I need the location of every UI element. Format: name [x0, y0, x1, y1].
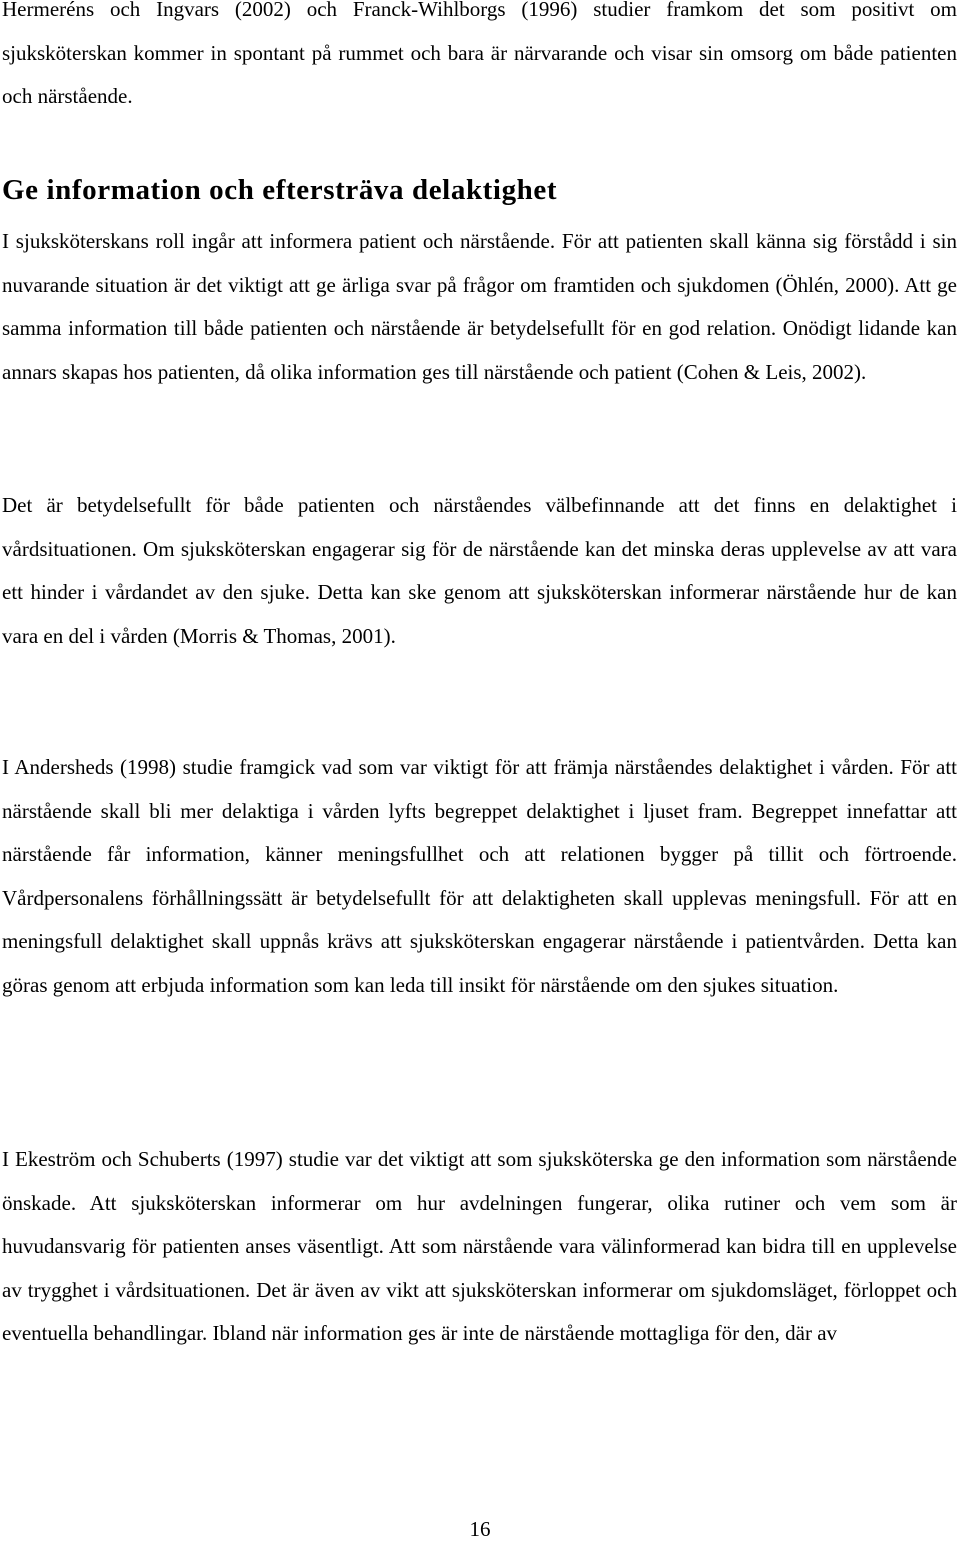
- section-heading: Ge information och eftersträva delaktighet: [2, 174, 558, 206]
- paragraph-2: I sjuksköterskans roll ingår att informera patient och närstående. För att patienten skall känna sig förstådd i sin nuvarande situation är det viktigt att ge ärliga svar på frågor om framtiden och sjukdomen (Öhlén, 2000). Att ge samma information till både patienten och närstående är betydelsefullt för en god relation. Onödigt lidande kan annars skapas hos patienten, då olika information ges till närstående och patient (Cohen & Leis, 2002).: [2, 229, 957, 384]
- page-number: 16: [469, 1517, 491, 1541]
- paragraph-4: I Andersheds (1998) studie framgick vad som var viktigt för att främja närståendes delaktighet i vården. För att närstående skall bli mer delaktiga i vården lyfts begreppet delaktighet i ljuset fram. Begreppet innefattar att närstående får information, känner meningsfullhet och att relationen bygger på tillit och förtroende. Vårdpersonalens förhållningssätt är betydelsefullt för att delaktigheten skall upplevas meningsfull. För att en meningsfull delaktighet skall uppnås krävs att sjuksköterskan engagerar närstående i patientvården. Detta kan göras genom att erbjuda information som kan leda till insikt för närstående om den sjukes situation.: [2, 755, 957, 997]
- paragraph-5: I Ekeström och Schuberts (1997) studie var det viktigt att som sjuksköterska ge den information som närstående önskade. Att sjuksköterskan informerar om hur avdelningen fungerar, olika rutiner och vem som är huvudansvarig för patienten anses väsentligt. Att som närstående vara välinformerad kan bidra till en upplevelse av trygghet i vårdsituationen. Det är även av vikt att sjuksköterskan informerar om sjukdomsläget, förloppet och eventuella behandlingar. Ibland när information ges är inte de närstående mottagliga för den, där av: [2, 1147, 957, 1346]
- paragraph-3: Det är betydelsefullt för både patienten och närståendes välbefinnande att det finns en delaktighet i vårdsituationen. Om sjuksköterskan engagerar sig för de närstående kan det minska deras upplevelse av att vara ett hinder i vårdandet av den sjuke. Detta kan ske genom att sjuksköterskan informerar närstående hur de kan vara en del i vården (Morris & Thomas, 2001).: [2, 493, 957, 648]
- paragraph-1: Hermeréns och Ingvars (2002) och Franck-Wihlborgs (1996) studier framkom det som positivt om sjuksköterskan kommer in spontant på rummet och bara är närvarande och visar sin omsorg om både patienten och närstående.: [2, 0, 957, 109]
